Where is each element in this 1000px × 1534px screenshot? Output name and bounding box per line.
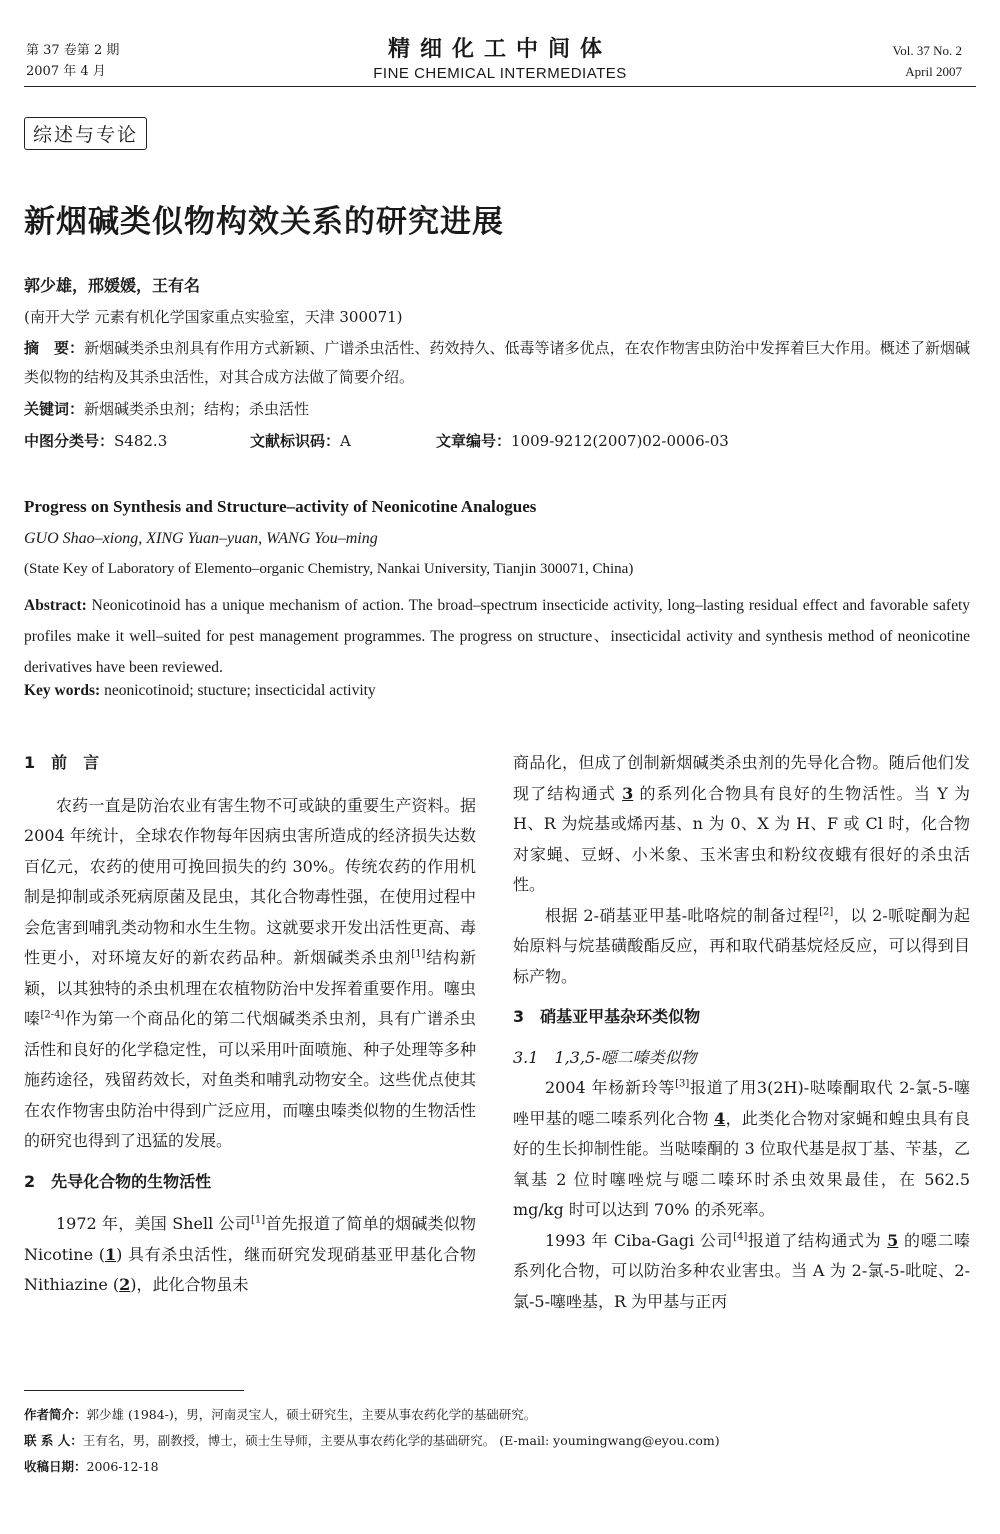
text-run: ，此类化合物对家蝇和蝗虫具有良好的生长抑制性能。当哒嗪酮的 3 位取代基是叔丁基、苄基，乙氧基 2 位时噻唑烷与噁二嗪环时杀虫效果最佳，在 562.5 mg/kg 时可以达到 70% 的杀死率。: [513, 1108, 970, 1219]
keywords-cn-label: 关键词：: [24, 400, 85, 418]
text-run: 2004 年杨新玲等: [545, 1078, 676, 1097]
citation: [2]: [819, 906, 834, 918]
author-bio: [24, 1402, 970, 1428]
text-run: 结构新颖，以其独特的杀虫机理在农植物防治中发挥着重要作用。噻虫嗪: [24, 948, 476, 1028]
section-2-title: 2 先导化合物的生物活性: [24, 1171, 212, 1191]
text-run: 的系列化合物具有良好的生物活性。当 Y 为 H、R 为烷基或烯丙基、n 为 0、X 为 H、F 或 Cl 时，化合物对家蝇、豆蚜、小米象、玉米害虫和粉纹夜蛾有很好的杀虫活性。: [513, 783, 970, 894]
art-value: 1009-9212(2007)02-0006-03: [511, 432, 729, 450]
text-run: 农药一直是防治农业有害生物不可或缺的重要生产资料。据 2004 年统计，全球农作物每年因病虫害所造成的经济损失达数百亿元，农药的使用可挽回损失的约 30%。传统农药的作用机制是抑制或杀死病原菌及昆虫，其化合物毒性强，在使用过程中会危害到哺乳类动物和水生生物。这就要求开发出活性更高、毒性更小，对环境友好的新农药品种。新烟碱类杀虫剂: [24, 795, 476, 967]
doc-value: A: [340, 432, 351, 450]
citation: [4]: [733, 1231, 748, 1243]
clc-number: [24, 430, 167, 451]
text-run: 的噁二嗪系列化合物，可以防治多种农业害虫。当 A 为 2-氯-5-吡啶、2-氯-5-噻唑基，R 为甲基与正丙: [513, 1230, 970, 1311]
section-3-1-paragraph: [513, 1073, 970, 1226]
text-run: 报道了用3(2H)-哒嗪酮取代 2-氯-5-噻唑甲基的噁二嗪系列化合物: [513, 1078, 970, 1128]
contact-text: 王有名，男，副教授，博士，硕士生导师，主要从事农药化学的基础研究。 (E-mail: youmingwang@eyou.com): [82, 1433, 720, 1448]
text-run: 首先报道了简单的烟碱类似物 Nicotine (: [24, 1214, 476, 1264]
volume-en: Vol. 37 No. 2: [892, 43, 962, 58]
date-en: April 2007: [905, 64, 962, 79]
english-affiliation: (State Key of Laboratory of Elemento–organic Chemistry, Nankai University, Tianjin 300071, China): [24, 561, 634, 577]
english-abstract-text: Neonicotinoid has a unique mechanism of action. The broad–spectrum insecticide activity, long–lasting residual effect and favorable safety profiles make it well–suited for pest management programmes. The progress on structure、insecticidal activity and synthesis method of neonicotine derivatives have been reviewed.: [24, 597, 971, 676]
section-3-title: 3 硝基亚甲基杂环类似物: [513, 1007, 701, 1026]
contact-label: 联 系 人：: [24, 1433, 83, 1448]
journal-name-cn: 精细化工中间体: [387, 37, 612, 62]
clc-label: 中图分类号：: [24, 432, 115, 450]
article-number: [436, 430, 729, 451]
compound-number: 2: [119, 1275, 131, 1294]
section-1-title: 1 前 言: [24, 753, 100, 772]
abstract-cn-label: 摘 要：: [24, 339, 85, 357]
citation: [1]: [411, 948, 426, 960]
compound-number: 4: [714, 1108, 726, 1128]
english-authors: GUO Shao–xiong, XING Yuan–yuan, WANG You–ming: [24, 530, 378, 547]
text-run: 商品化，但成了创制新烟碱类杀虫剂的先导化合物。随后他们发现了结构通式: [513, 753, 970, 803]
date-cn: 2007 年 4 月: [26, 64, 106, 79]
author-bio-label: 作者简介：: [24, 1407, 87, 1422]
journal-name: [0, 32, 1000, 82]
article-title: 新烟碱类似物构效关系的研究进展: [24, 204, 504, 240]
abstract-cn-text: 新烟碱类杀虫剂具有作用方式新颖、广谱杀虫活性、药效持久、低毒等诸多优点，在农作物害虫防治中发挥着巨大作用。概述了新烟碱类似物的结构及其杀虫活性，对其合成方法做了简要介绍。: [24, 339, 970, 386]
journal-name-en: FINE CHEMICAL INTERMEDIATES: [373, 65, 627, 82]
english-keywords-label: Key words:: [24, 682, 101, 699]
text-run: 根据 2-硝基亚甲基-吡咯烷的制备过程: [545, 905, 820, 925]
keywords-cn: [24, 398, 309, 419]
section-2-paragraph: [24, 1209, 476, 1301]
section-2-continued: [513, 748, 970, 901]
text-run: 作为第一个商品化的第二代烟碱类杀虫剂，具有广谱杀虫活性和良好的化学稳定性，可以采用叶面喷施、种子处理等多种施药途径，残留药效长，对鱼类和哺乳动物安全。这些优点使其在农作物害虫防治中得到广泛应用，而噻虫嗪类似物的生物活性的研究也得到了迅猛的发展。: [24, 1009, 476, 1150]
received-date: [24, 1454, 970, 1480]
compound-number: 5: [887, 1230, 899, 1250]
column-tag: 综述与专论: [24, 117, 147, 150]
compound-number: 1: [104, 1244, 117, 1264]
text-run: 报道了结构通式为: [747, 1230, 888, 1250]
volume-cn: 第 37 卷第 2 期: [26, 43, 120, 58]
footnotes: [24, 1402, 970, 1480]
text-run: ) 具有杀虫活性，继而研究发现硝基亚甲基化合物 Nithiazine (: [24, 1244, 476, 1294]
received-text: 2006-12-18: [86, 1459, 159, 1474]
section-2-paragraph-2: [513, 901, 970, 993]
compound-number: 3: [622, 783, 634, 803]
citation: [2-4]: [40, 1009, 65, 1021]
body-right-column: [513, 748, 970, 1317]
text-run: ，以 2-哌啶酮为起始原料与烷基磺酸酯反应，再和取代硝基烷烃反应，可以得到目标产物。: [513, 905, 970, 986]
english-keywords: [24, 682, 376, 700]
art-label: 文章编号：: [436, 432, 512, 450]
received-label: 收稿日期：: [24, 1459, 87, 1474]
keywords-cn-text: 新烟碱类杀虫剂；结构；杀虫活性: [84, 400, 310, 418]
doc-label: 文献标识码：: [250, 432, 341, 450]
section-3-1-paragraph-2: [513, 1226, 970, 1318]
english-abstract-label: Abstract:: [24, 597, 87, 614]
english-abstract: [24, 590, 970, 683]
english-title: Progress on Synthesis and Structure–activity of Neonicotine Analogues: [24, 497, 537, 516]
doc-code: [250, 430, 351, 451]
body-left-column: [24, 748, 476, 1301]
contact-person: [24, 1428, 970, 1454]
section-1-paragraph: [24, 791, 476, 1157]
citation: [3]: [675, 1078, 690, 1090]
text-run: 1972 年，美国 Shell 公司: [56, 1214, 251, 1233]
text-run: )，此化合物虽未: [130, 1275, 249, 1294]
abstract-cn: [24, 334, 970, 392]
footnote-divider: [24, 1390, 244, 1391]
issue-info-en: [893, 40, 962, 82]
english-keywords-text: neonicotinoid; stucture; insecticidal activity: [104, 682, 376, 699]
affiliation-cn: (南开大学 元素有机化学国家重点实验室，天津 300071): [24, 308, 403, 326]
section-3-1-title: 3.1 1,3,5-噁二嗪类似物: [513, 1047, 697, 1067]
header-divider: [24, 86, 976, 87]
clc-value: S482.3: [114, 432, 168, 450]
citation: [1]: [250, 1214, 266, 1226]
author-bio-text: 郭少雄 (1984-)，男，河南灵宝人，硕士研究生，主要从事农药化学的基础研究。: [86, 1407, 537, 1422]
text-run: 1993 年 Ciba-Gagi 公司: [545, 1230, 734, 1250]
authors-cn: 郭少雄，邢媛媛，王有名: [24, 276, 201, 295]
